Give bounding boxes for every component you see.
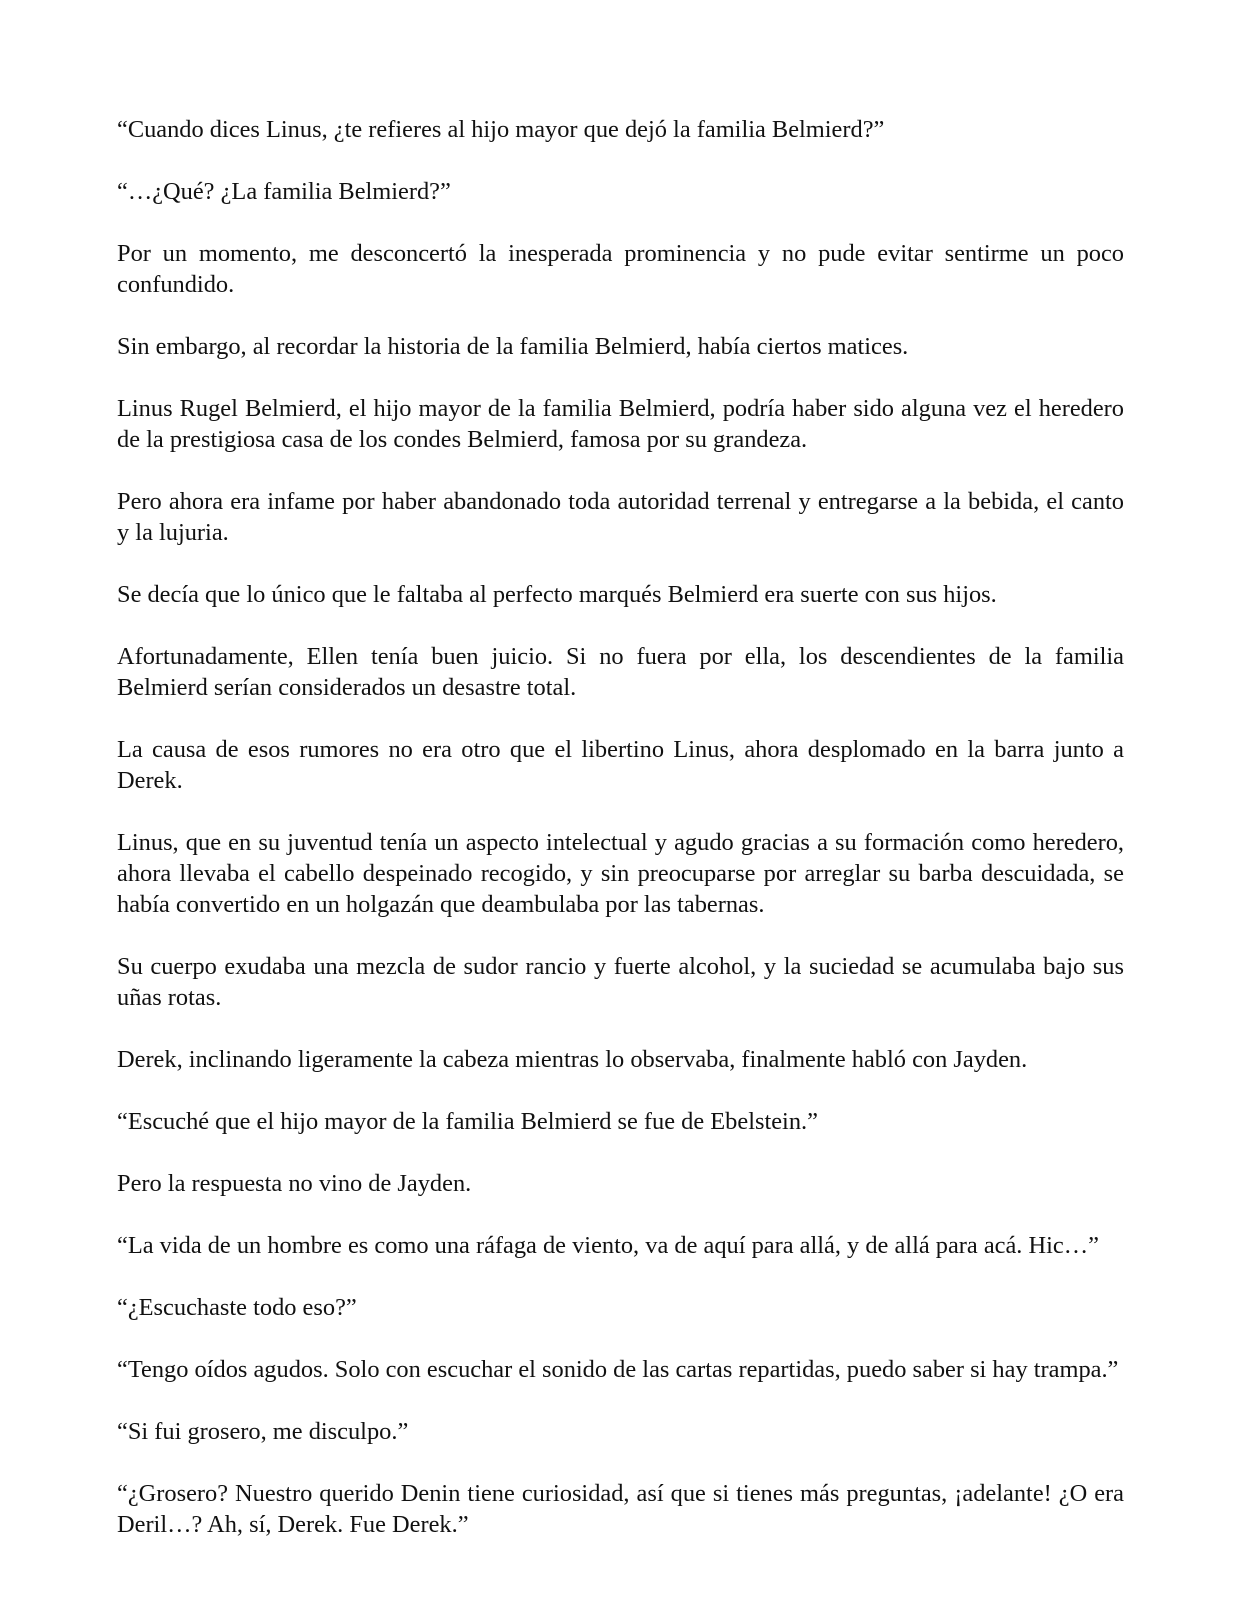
paragraph: Linus Rugel Belmierd, el hijo mayor de la familia Belmierd, podría haber sido alguna vez el heredero de la prestigiosa casa de los condes Belmierd, famosa por su grandeza. <box>117 395 1124 453</box>
paragraph: Afortunadamente, Ellen tenía buen juicio. Si no fuera por ella, los descendientes de la familia Belmierd serían considerados un desastre total. <box>117 643 1124 701</box>
paragraph: “Si fui grosero, me disculpo.” <box>117 1418 409 1445</box>
paragraph: “¿Escuchaste todo eso?” <box>117 1294 357 1321</box>
paragraph: La causa de esos rumores no era otro que el libertino Linus, ahora desplomado en la barra junto a Derek. <box>117 736 1124 794</box>
paragraph: Pero la respuesta no vino de Jayden. <box>117 1170 472 1197</box>
document-body <box>117 114 1124 1540</box>
paragraph: Sin embargo, al recordar la historia de la familia Belmierd, había ciertos matices. <box>117 333 909 360</box>
paragraph: Por un momento, me desconcertó la inesperada prominencia y no pude evitar sentirme un poco confundido. <box>117 240 1124 298</box>
paragraph: “Escuché que el hijo mayor de la familia Belmierd se fue de Ebelstein.” <box>117 1108 818 1135</box>
paragraph: “…¿Qué? ¿La familia Belmierd?” <box>117 178 451 205</box>
paragraph: “Cuando dices Linus, ¿te refieres al hijo mayor que dejó la familia Belmierd?” <box>117 116 885 143</box>
paragraph: “Tengo oídos agudos. Solo con escuchar el sonido de las cartas repartidas, puedo saber si hay trampa.” <box>117 1356 1119 1383</box>
paragraph: “¿Grosero? Nuestro querido Denin tiene curiosidad, así que si tienes más preguntas, ¡adelante! ¿O era Deril…? Ah, sí, Derek. Fue Derek.” <box>117 1480 1124 1538</box>
paragraph: Linus, que en su juventud tenía un aspecto intelectual y agudo gracias a su formación como heredero, ahora llevaba el cabello despeinado recogido, y sin preocuparse por arreglar su barba descuidada, se había convertido en un holgazán que deambulaba por las tabernas. <box>117 829 1124 918</box>
paragraph: Se decía que lo único que le faltaba al perfecto marqués Belmierd era suerte con sus hijos. <box>117 581 997 608</box>
paragraph: Su cuerpo exudaba una mezcla de sudor rancio y fuerte alcohol, y la suciedad se acumulaba bajo sus uñas rotas. <box>117 953 1124 1011</box>
paragraph: “La vida de un hombre es como una ráfaga de viento, va de aquí para allá, y de allá para acá. Hic…” <box>117 1232 1099 1259</box>
paragraph: Pero ahora era infame por haber abandonado toda autoridad terrenal y entregarse a la bebida, el canto y la lujuria. <box>117 488 1124 546</box>
paragraph: Derek, inclinando ligeramente la cabeza mientras lo observaba, finalmente habló con Jayden. <box>117 1046 1028 1073</box>
